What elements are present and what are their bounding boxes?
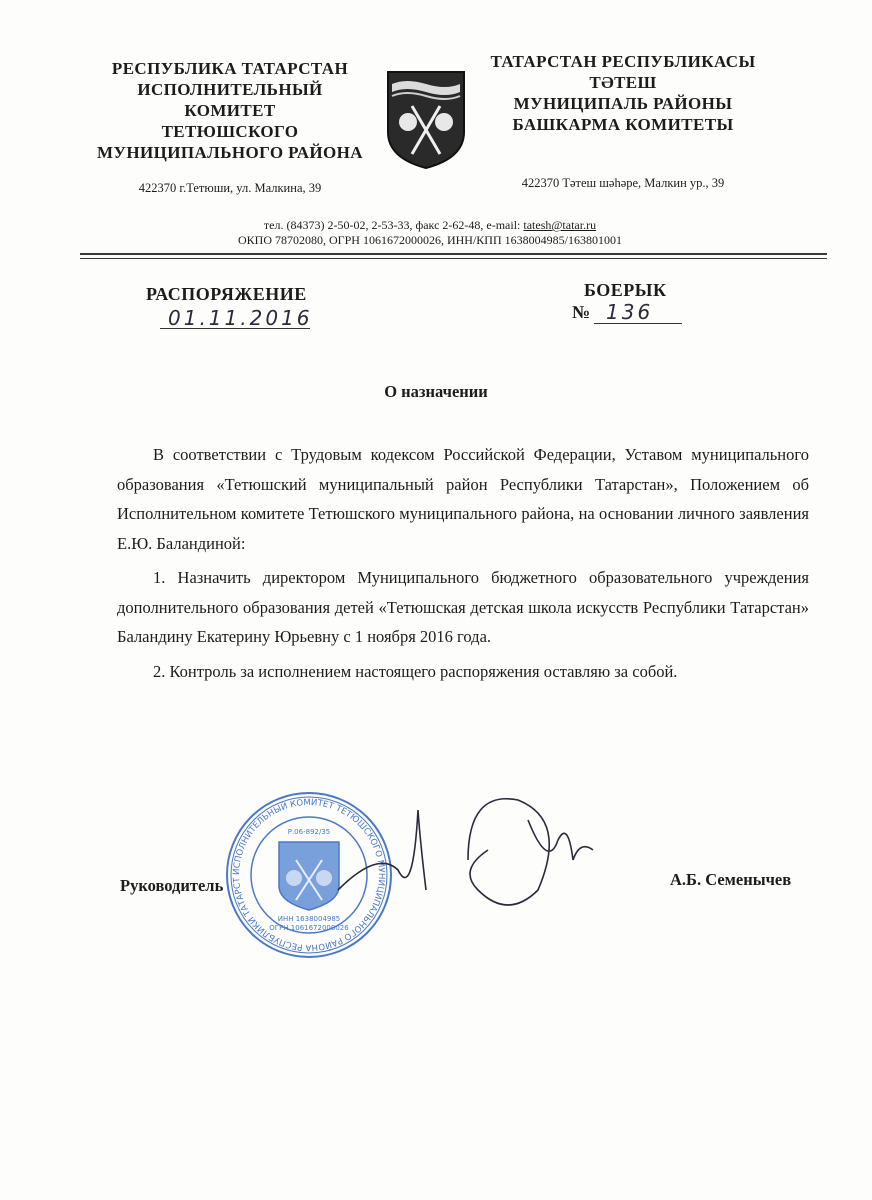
contacts-phone: тел. (84373) 2-50-02, 2-53-33, факс 2-62-48, e-mail: [263, 218, 524, 232]
header-left-line: РЕСПУБЛИКА ТАТАРСТАН [111, 59, 349, 78]
seal-outer-text: ИСПОЛНИТЕЛЬНЫЙ КОМИТЕТ ТЕТЮШСКОГО МУНИЦИПАЛЬНОГО РАЙОНА РЕСПУБЛИКИ ТАТАРСТ [231, 797, 387, 953]
email-link[interactable]: tatesh@tatar.ru [523, 218, 597, 232]
header-right-line: БАШКАРМА КОМИТЕТЫ [512, 115, 734, 134]
order-date: 01.11.2016 [168, 306, 313, 330]
address-left: 422370 г.Тетюши, ул. Малкина, 39 [138, 181, 322, 195]
seal-reg: Р.06-892/35 [287, 828, 331, 836]
handwritten-signature [318, 780, 598, 920]
document-subject: О назначении [384, 382, 488, 401]
order-number-label: № [572, 302, 591, 322]
header-left-line: ИСПОЛНИТЕЛЬНЫЙ [137, 80, 323, 99]
signer-name: А.Б. Семенычев [670, 870, 792, 889]
header-left-line: ТЕТЮШСКОГО [161, 122, 299, 141]
date-underline [160, 328, 310, 329]
coat-of-arms-emblem [386, 70, 466, 170]
order-title-tt: БОЕРЫК [584, 280, 667, 300]
header-left-line: КОМИТЕТ [184, 101, 276, 120]
contacts-block [150, 218, 710, 248]
order-title-ru: РАСПОРЯЖЕНИЕ [146, 284, 307, 304]
body-item-1: 1. Назначить директором Муниципального бюджетного образовательного учреждения дополнительного образования детей «Тетюшская детская школа искусств Республики Татарстан» Баландину Екатерину Юрьевну с 1 ноября 2016 года. [117, 568, 809, 646]
header-divider [80, 258, 827, 259]
header-right-line: ТӘТЕШ [589, 73, 657, 92]
body-preamble: В соответствии с Трудовым кодексом Российской Федерации, Уставом муниципального образования «Тетюшский муниципальный район Республики Татарстан», Положением об Исполнительном комитете Тетюшского муниципального района, на основании личного заявления Е.Ю. Баландиной: [117, 445, 809, 553]
number-underline [594, 323, 682, 324]
header-left-org [80, 58, 380, 163]
address-right: 422370 Тәтеш шәһәре, Малкин ур., 39 [521, 176, 725, 190]
document-body [117, 440, 809, 691]
contacts-line [150, 218, 710, 233]
header-right-org [478, 51, 768, 135]
seal-inn: ИНН 1638004985 [277, 915, 341, 923]
order-number: 136 [606, 300, 654, 324]
registration-codes: ОКПО 78702080, ОГРН 1061672000026, ИНН/КПП 1638004985/163801001 [238, 233, 622, 247]
header-right-line: ТАТАРСТАН РЕСПУБЛИКАСЫ [490, 52, 756, 71]
header-right-line: МУНИЦИПАЛЬ РАЙОНЫ [513, 94, 733, 113]
signer-title: Руководитель [120, 876, 224, 895]
body-item-2: 2. Контроль за исполнением настоящего распоряжения оставляю за собой. [153, 661, 678, 681]
header-divider [80, 253, 827, 255]
header-left-line: МУНИЦИПАЛЬНОГО РАЙОНА [97, 143, 363, 162]
seal-ogrn: ОГРН 1061672000026 [269, 924, 349, 932]
